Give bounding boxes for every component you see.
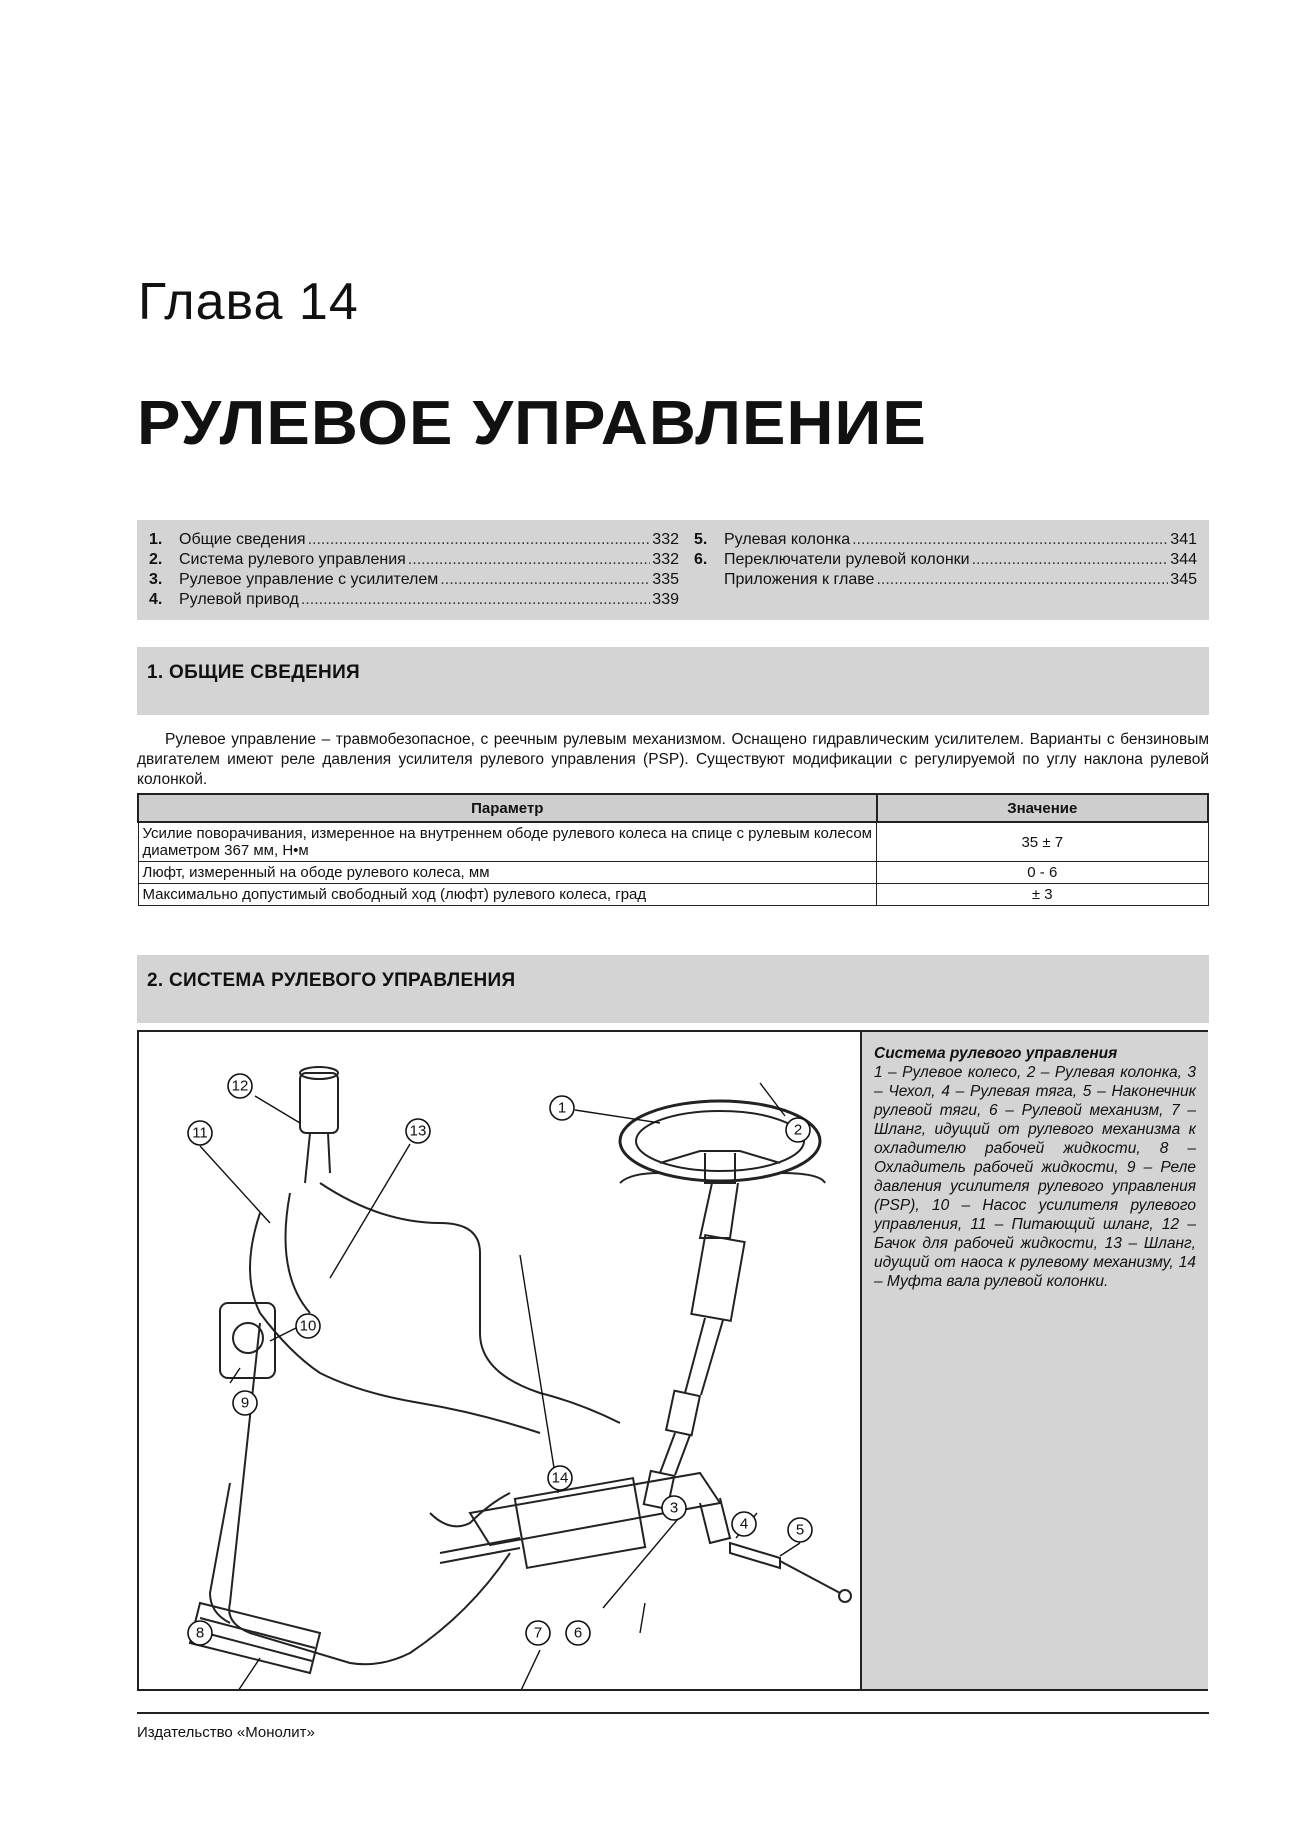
callout-5 xyxy=(788,1518,812,1542)
value-cell: ± 3 xyxy=(877,884,1208,906)
toc-item-text: Рулевое управление с усилителем xyxy=(179,571,439,588)
toc-left-column xyxy=(149,530,679,610)
section-2-title: 2. СИСТЕМА РУЛЕВОГО УПРАВЛЕНИЯ xyxy=(147,970,516,991)
parameter-cell: Максимально допустимый свободный ход (люфт) рулевого колеса, град xyxy=(138,884,877,906)
callout-3 xyxy=(662,1496,686,1520)
callout-4 xyxy=(732,1512,756,1536)
callout-label: 14 xyxy=(551,1469,569,1487)
footer-rule xyxy=(137,1712,1209,1714)
toc-item[interactable] xyxy=(694,570,1197,590)
leader-lines xyxy=(200,1083,803,1689)
toc-item[interactable] xyxy=(149,550,679,570)
toc-leader-dots xyxy=(440,570,650,590)
callout-label: 5 xyxy=(795,1521,805,1539)
column-header-parameter: Параметр xyxy=(138,794,877,822)
toc-item-number: 2. xyxy=(149,551,163,568)
value-cell: 0 - 6 xyxy=(877,862,1208,884)
toc-item-number: 5. xyxy=(694,531,708,548)
toc-leader-dots xyxy=(972,550,1169,570)
callout-label: 4 xyxy=(739,1515,749,1533)
toc-item-page: 339 xyxy=(652,591,679,608)
callout-12 xyxy=(228,1074,252,1098)
table-row xyxy=(138,822,1208,862)
toc-item-number: 6. xyxy=(694,551,708,568)
callout-label: 13 xyxy=(409,1122,427,1140)
toc-item-number: 4. xyxy=(149,591,163,608)
toc-item-text: Переключатели рулевой колонки xyxy=(724,551,970,568)
toc-leader-dots xyxy=(301,590,650,610)
chapter-title: РУЛЕВОЕ УПРАВЛЕНИЕ xyxy=(137,389,927,458)
value-cell: 35 ± 7 xyxy=(877,822,1208,862)
section-1-text: Рулевое управление – травмобезопасное, с реечным рулевым механизмом. Оснащено гидравлическим усилителем. Варианты с бензиновым двигателем имеют реле давления усилителя рулевого управления (PSP). Существуют модификации с регулируемой по углу наклона рулевой колонкой. xyxy=(137,731,1209,788)
figure-caption-title: Система рулевого управления xyxy=(874,1045,1118,1062)
callout-13 xyxy=(406,1119,430,1143)
callout-6 xyxy=(566,1621,590,1645)
section-2-header xyxy=(137,955,1209,1023)
toc-item-text: Система рулевого управления xyxy=(179,551,406,568)
parameters-table xyxy=(137,793,1209,906)
callout-label: 7 xyxy=(533,1624,543,1642)
callout-1 xyxy=(550,1096,574,1120)
toc-item-page: 332 xyxy=(652,531,679,548)
callout-label: 1 xyxy=(557,1099,567,1117)
toc-item-number: 3. xyxy=(149,571,163,588)
figure-caption xyxy=(874,1044,1196,1291)
toc-item-page: 335 xyxy=(652,571,679,588)
publisher-name: Издательство «Монолит» xyxy=(137,1724,315,1741)
callout-2 xyxy=(786,1118,810,1142)
toc-leader-dots xyxy=(408,550,651,570)
table-row xyxy=(138,862,1208,884)
toc-leader-dots xyxy=(876,570,1168,590)
callout-label: 10 xyxy=(299,1317,317,1335)
diagram-linework xyxy=(190,1067,851,1673)
toc-item-number: 1. xyxy=(149,531,163,548)
callout-8 xyxy=(188,1621,212,1645)
toc-leader-dots xyxy=(852,530,1168,550)
figure-caption-text: 1 – Рулевое колесо, 2 – Рулевая колонка, 3 – Чехол, 4 – Рулевая тяга, 5 – Наконечник рулевой тяги, 6 – Рулевой механизм, 7 – Шланг, идущий от рулевого механизма к охладителю рабочей жидкости, 8 – Охладитель рабочей жидкости, 9 – Реле давления усилителя рулевого управления (PSP), 10 – Насос усилителя рулевого управления, 11 – Питающий шланг, 12 – Бачок для рабочей жидкости, 13 – Шланг, идущий от наоса к рулевому механизму, 14 – Муфта вала рулевой колонки. xyxy=(874,1064,1196,1290)
toc-item-text: Рулевая колонка xyxy=(724,531,851,548)
toc-item-page: 332 xyxy=(652,551,679,568)
callout-11 xyxy=(188,1121,212,1145)
callout-label: 2 xyxy=(793,1121,803,1139)
figure-caption-panel xyxy=(860,1032,1208,1689)
callout-label: 8 xyxy=(195,1624,205,1642)
callout-label: 3 xyxy=(669,1499,679,1517)
callout-label: 11 xyxy=(192,1124,208,1142)
callout-9 xyxy=(233,1391,257,1415)
toc-item[interactable] xyxy=(694,530,1197,550)
toc-item-page: 344 xyxy=(1170,551,1197,568)
column-header-value: Значение xyxy=(877,794,1208,822)
callout-10 xyxy=(296,1314,320,1338)
parameter-cell: Усилие поворачивания, измеренное на внутреннем ободе рулевого колеса на спице с рулевым колесом диаметром 367 мм, Н•м xyxy=(138,822,877,862)
callout-label: 12 xyxy=(231,1077,249,1095)
toc-item[interactable] xyxy=(149,570,679,590)
toc-item-page: 345 xyxy=(1170,571,1197,588)
toc-item-text: Приложения к главе xyxy=(724,571,875,588)
table-of-contents xyxy=(137,520,1209,620)
toc-leader-dots xyxy=(308,530,651,550)
callout-7 xyxy=(526,1621,550,1645)
callout-14 xyxy=(548,1466,572,1490)
toc-item[interactable] xyxy=(149,590,679,610)
table-header-row xyxy=(138,794,1208,822)
callout-label: 9 xyxy=(240,1394,250,1412)
toc-item[interactable] xyxy=(149,530,679,550)
section-1-title: 1. ОБЩИЕ СВЕДЕНИЯ xyxy=(147,662,360,683)
chapter-heading: Глава 14 xyxy=(138,273,359,331)
toc-item[interactable] xyxy=(694,550,1197,570)
parameter-cell: Люфт, измеренный на ободе рулевого колеса, мм xyxy=(138,862,877,884)
table-row xyxy=(138,884,1208,906)
steering-system-diagram xyxy=(140,1033,858,1689)
toc-right-column xyxy=(694,530,1197,590)
callout-label: 6 xyxy=(573,1624,583,1642)
toc-item-text: Рулевой привод xyxy=(179,591,299,608)
toc-item-text: Общие сведения xyxy=(179,531,306,548)
section-1-header xyxy=(137,647,1209,715)
toc-item-page: 341 xyxy=(1170,531,1197,548)
